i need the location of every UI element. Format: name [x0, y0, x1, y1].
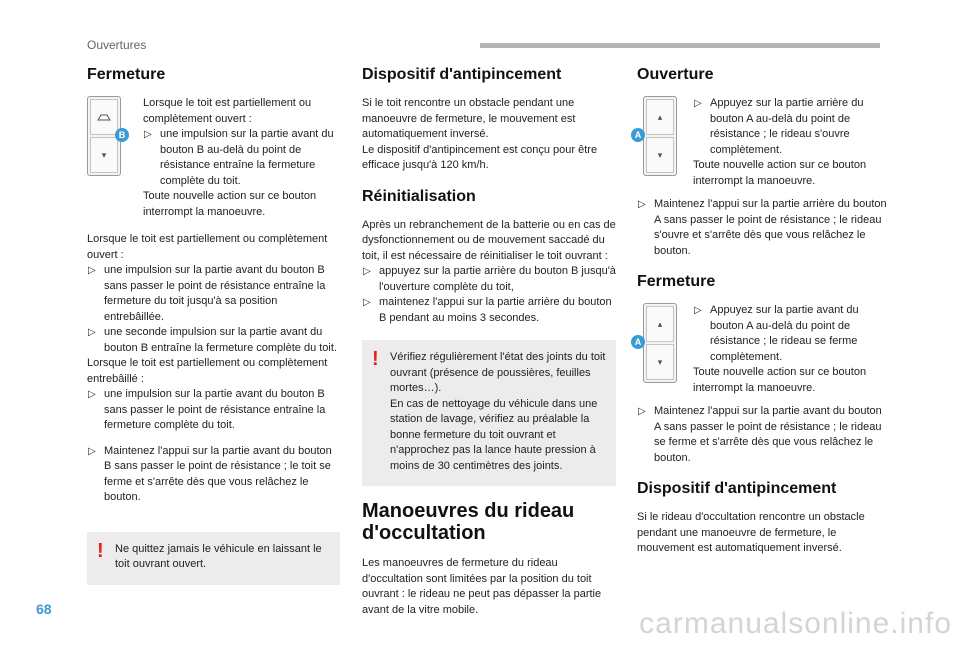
header-bar: [480, 43, 880, 48]
heading-fermeture-rideau: Fermeture: [637, 273, 716, 290]
triangle-bullet-icon: ▷: [363, 266, 371, 277]
closing-hold: [637, 404, 887, 466]
triangle-bullet-icon: ▷: [694, 98, 702, 109]
blind-switch-icon: [643, 96, 677, 176]
bullet-item: [87, 263, 340, 325]
blind-switch-front-icon: ▾: [646, 137, 674, 173]
bullet-item: [693, 303, 887, 365]
blind-switch-icon: [643, 303, 677, 383]
reset-instructions: [362, 218, 616, 327]
bullet-text: une seconde impulsion sur la partie avant du bouton B entraîne la fermeture complète du toit.: [104, 326, 337, 354]
bullet-item: [362, 264, 616, 295]
bullet-item: [362, 295, 616, 326]
page-number: 68: [36, 601, 52, 617]
column-fermeture-toit: [87, 66, 340, 585]
triangle-bullet-icon: ▷: [88, 265, 96, 276]
switch-illustration-row: [87, 96, 340, 220]
triangle-bullet-icon: ▷: [638, 406, 646, 417]
bullet-text: Maintenez l'appui sur la partie avant du bouton B sans passer le point de résistance ; le toit se ferme et s'arrête dès que vous relâchez le bouton.: [104, 444, 332, 503]
bullet-text: maintenez l'appui sur la partie arrière du bouton B pendant au moins 3 secondes.: [379, 296, 612, 324]
bullet-text: une impulsion sur la partie avant du bouton B sans passer le point de résistance entraîne la fermeture complète du toit.: [104, 388, 326, 431]
bullet-text: Maintenez l'appui sur la partie avant du bouton A sans passer le point de résistance ; le rideau se ferme et s'arrête dès que vous relâchez le bouton.: [654, 405, 882, 464]
triangle-bullet-icon: ▷: [638, 199, 646, 210]
triangle-bullet-icon: ▷: [88, 327, 96, 338]
blind-switch-rear-icon: ▴: [646, 306, 674, 342]
badge-a: A: [631, 128, 645, 142]
badge-a: A: [631, 335, 645, 349]
warning-exclamation-icon: !: [97, 539, 104, 562]
warning-text: Vérifiez régulièrement l'état des joints du toit ouvrant (présence de poussières, feuilles mortes…).: [390, 351, 606, 394]
opening-hold: [637, 197, 887, 259]
switch-illustration-row: [634, 303, 887, 396]
triangle-bullet-icon: ▷: [363, 297, 371, 308]
bullet-text: Appuyez sur la partie avant du bouton A au-delà du point de résistance ; le rideau se ferme complètement.: [710, 304, 859, 363]
paragraph: Lorsque le toit est partiellement ou complètement ouvert :: [87, 233, 328, 261]
paragraph: Si le rideau d'occultation rencontre un obstacle pendant une manoeuvre de fermeture, le mouvement est automatiquement inversé.: [637, 511, 865, 554]
paragraph: Les manoeuvres de fermeture du rideau d'occultation sont limitées par la position du toit ouvrant : le rideau ne peut pas dépasser la partie avant de la vitre mobile.: [362, 557, 602, 616]
blind-switch-front-icon: ▾: [646, 344, 674, 380]
paragraph: Le dispositif d'antipincement est conçu pour être efficace jusqu'à 120 km/h.: [362, 143, 598, 171]
heading-manoeuvres-rideau: Manoeuvres du rideau d'occultation: [362, 500, 575, 544]
bullet-item: [637, 197, 887, 259]
heading-reinitialisation: Réinitialisation: [362, 187, 476, 205]
column-antipincement: [362, 66, 616, 618]
intro-paragraph: Lorsque le toit est partiellement ou complètement ouvert :: [143, 97, 312, 125]
paragraph: Toute nouvelle action sur ce bouton interrompt la manoeuvre.: [693, 366, 867, 394]
bullet-text: une impulsion sur la partie avant du bouton B sans passer le point de résistance entraîne la fermeture du toit jusqu'à sa position entrebâillée.: [104, 264, 326, 323]
heading-antipincement: Dispositif d'antipincement: [362, 66, 562, 83]
antipinch-text: [362, 96, 616, 174]
bullet-text: Appuyez sur la partie arrière du bouton A au-delà du point de résistance ; le rideau s'ouvre complètement.: [710, 97, 864, 156]
opening-text: [693, 96, 887, 189]
bullet-text: Maintenez l'appui sur la partie arrière du bouton A sans passer le point de résistance ; le rideau s'ouvre et s'arrête dès que vous relâchez le bouton.: [654, 198, 887, 257]
warning-text: Ne quittez jamais le véhicule en laissant le toit ouvrant ouvert.: [115, 542, 322, 570]
warning-note: [362, 340, 616, 486]
paragraph: Si le toit rencontre un obstacle pendant une manoeuvre de fermeture, le mouvement est automatiquement inversé.: [362, 97, 576, 140]
car-roof-icon: [97, 112, 111, 122]
warning-text: En cas de nettoyage du véhicule dans une station de lavage, vérifiez au préalable la bonne fermeture du toit ouvrant et n'approchez pas la lance haute pression à moins de 30 centimètres des joints.: [390, 397, 598, 472]
blind-switch-figure: [634, 96, 685, 176]
bullet-item: [637, 404, 887, 466]
triangle-bullet-icon: ▷: [694, 305, 702, 316]
watermark: carmanualsonline.info: [639, 607, 952, 640]
intro-note: Toute nouvelle action sur ce bouton interrompt la manoeuvre.: [143, 190, 317, 218]
paragraph: Après un rebranchement de la batterie ou en cas de dysfonctionnement ou de mouvement saccadé du toit, il est nécessaire de réinitialiser le toit ouvrant :: [362, 218, 616, 262]
roof-switch-rear-icon: ▾: [90, 137, 118, 173]
triangle-bullet-icon: ▷: [144, 129, 152, 140]
hold-instructions: [87, 444, 340, 506]
paragraph: Toute nouvelle action sur ce bouton interrompt la manoeuvre.: [693, 159, 867, 187]
paragraph: Lorsque le toit est partiellement ou complètement entrebâillé :: [87, 357, 328, 385]
bullet-item: [87, 325, 340, 356]
roof-switch-front-icon: [90, 99, 118, 135]
heading-antipincement-rideau: Dispositif d'antipincement: [637, 480, 837, 497]
section-title: Ouvertures: [87, 38, 147, 52]
heading-fermeture: Fermeture: [87, 66, 166, 83]
blind-switch-figure: [634, 303, 685, 383]
switch-illustration-row: [634, 96, 887, 189]
intro-text: [143, 96, 340, 220]
badge-b: B: [115, 128, 129, 142]
blind-switch-rear-icon: ▴: [646, 99, 674, 135]
closing-text: [693, 303, 887, 396]
heading-ouverture: Ouverture: [637, 66, 714, 83]
triangle-bullet-icon: ▷: [88, 445, 96, 457]
roof-switch-figure: [87, 96, 135, 176]
warning-exclamation-icon: !: [372, 348, 379, 370]
triangle-bullet-icon: ▷: [88, 389, 96, 400]
warning-note: [87, 532, 340, 585]
bullet-item: [87, 387, 340, 434]
bullet-item: [693, 96, 887, 158]
bullet-text: appuyez sur la partie arrière du bouton B jusqu'à l'ouverture complète du toit,: [379, 265, 616, 293]
intro-bullet: [143, 127, 340, 189]
closure-instructions: [87, 232, 340, 434]
bullet-item: [87, 444, 340, 506]
column-rideau: [634, 66, 887, 557]
intro-bullet-text: une impulsion sur la partie avant du bouton B au-delà du point de résistance entraîne la fermeture complète du toit.: [160, 128, 334, 187]
